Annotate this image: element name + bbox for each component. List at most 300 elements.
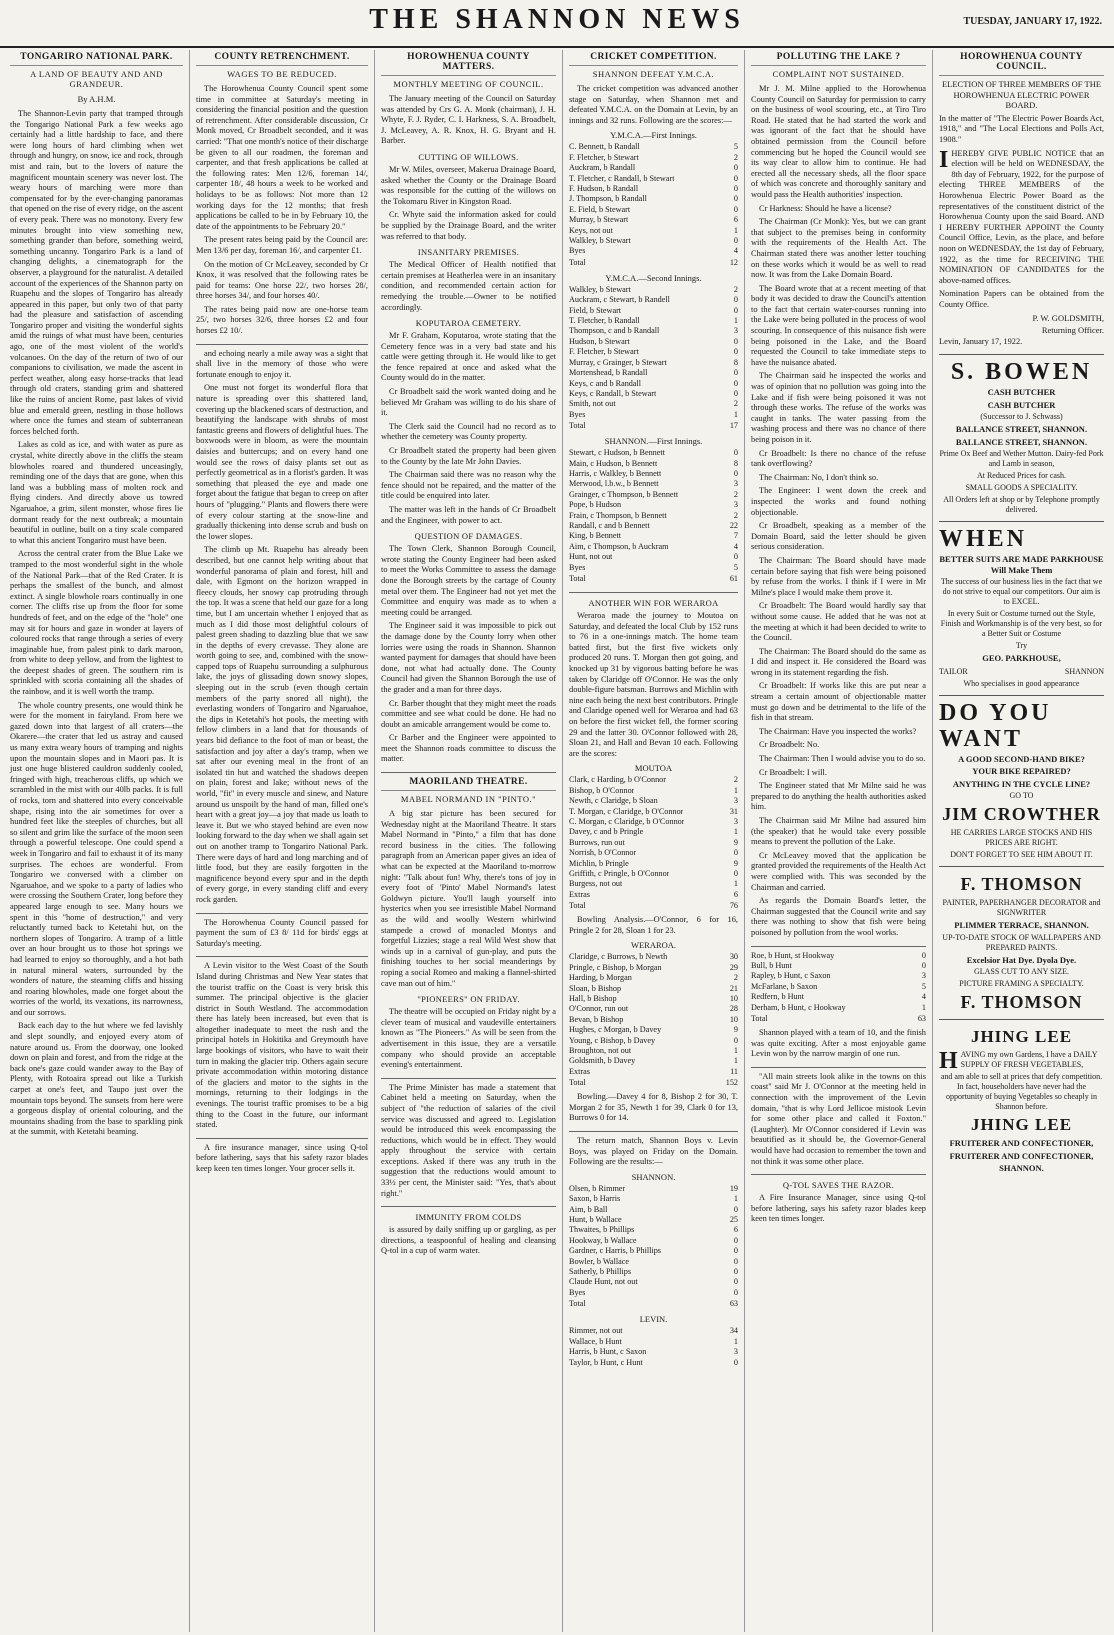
ad-thomson-name-2: F. THOMSON	[960, 992, 1083, 1013]
scorecard	[569, 142, 738, 256]
section-title: IMMUNITY FROM COLDS	[415, 1212, 522, 1223]
issue-date: TUESDAY, JANUARY 17, 1922.	[963, 16, 1102, 27]
runs: 8	[733, 357, 738, 367]
headline-qtol: Q-TOL SAVES THE RAZOR.	[782, 1180, 895, 1191]
ad-parkhouse-when: WHEN	[939, 526, 1028, 553]
score-row	[569, 163, 738, 173]
total-value: 152	[725, 1078, 738, 1088]
batsman: Byes	[569, 246, 586, 256]
score-row	[569, 1194, 738, 1204]
batsman: F. Fletcher, b Stewart	[569, 152, 639, 162]
ad-crowther-stocks: HE CARRIES LARGE STOCKS AND HIS PRICES ARE RIGHT.	[950, 828, 1093, 848]
column-2	[190, 50, 375, 1632]
paragraph: The Chairman: The Board should have made certain before saying that fish were being poisoned by refuse from the works. I think if I were in Mr Milne's place I would make them prove it.	[751, 555, 926, 597]
paragraph: The present rates being paid by the Council are: Men 13/6 per day, foreman 16/, and carpenter £1.	[196, 235, 368, 255]
runs: 25	[729, 1215, 738, 1225]
runs: 0	[733, 868, 738, 878]
paragraph: The Engineer said it was impossible to pick out the damage done by the County lorry when other lorries were using the roads in Shannon. Shannon wanted payment for damages that should have been done, not what had actually done. The County Council had given the Shannon Borough the use of the grader and a man for three days.	[381, 621, 556, 694]
signatory: P. W. GOLDSMITH,	[1032, 313, 1104, 324]
runs: 1	[733, 409, 738, 419]
score-row	[569, 316, 738, 326]
paragraph: As regards the Domain Board's letter, the Chairman suggested that the Council write and say there was nothing to show that fish were being poisoned by pollution from the wool works.	[751, 896, 926, 937]
byline: By A.H.M.	[77, 94, 116, 104]
paragraph: The Chairman said there was no reason why the fence should not be repaired, and the matter of the title could be enquired into later.	[381, 470, 556, 501]
batsman: Byes	[569, 409, 586, 419]
column-4	[563, 50, 745, 1632]
batsman: Extras	[569, 889, 590, 899]
batsman: Wallace, b Hunt	[569, 1336, 622, 1346]
score-row	[569, 500, 738, 510]
score-row	[751, 961, 926, 971]
score-row	[569, 1067, 738, 1077]
score-row	[569, 285, 738, 295]
paragraph: The Chairman: The Board should do the same as I did and inspect it. He considered the Board was wrong in its statement regarding the fish.	[751, 646, 926, 677]
score-row	[569, 890, 738, 900]
score-row	[569, 984, 738, 994]
score-row	[569, 358, 738, 368]
runs: 5	[733, 562, 738, 572]
batsman: Field, b Stewart	[569, 305, 622, 315]
total-label: Total	[569, 574, 586, 583]
scorecard-total	[569, 1298, 738, 1310]
batsman: Burrows, run out	[569, 837, 625, 847]
score-row	[569, 389, 738, 399]
total-label: Total	[569, 901, 586, 911]
batsman: Hunt, b Wallace	[569, 1215, 622, 1225]
paragraph: The Medical Officer of Health notified that certain premises at Heatherlea were in an insanitary condition, and recommended certain action for remedying the trouble.—Owner to be notified accordingly.	[381, 260, 556, 312]
innings-title: SHANNON.	[631, 1171, 676, 1182]
ad-thomson	[939, 866, 1104, 1013]
paragraph: The Chairman said he inspected the works and was of opinion that no pollution was going into the Lake and if fish were being poisoned it was not through these works. The refuse of the works was caught in tanks. The water passing from the washing process and there was no chance of there being poison in it.	[751, 371, 926, 444]
score-row	[569, 807, 738, 817]
batsman: Bevan, b Bishop	[569, 1014, 624, 1024]
ad-parkhouse-every: In every Suit or Costume turned out the Style, Finish and Workmanship is of the very best, so for a Better Suit or Costume	[940, 609, 1103, 639]
score-row	[569, 879, 738, 889]
subhead-theatre: MABEL NORMAND IN "PINTO."	[400, 794, 537, 805]
batsman: Keys, c and b Randall	[569, 378, 642, 388]
ad-bowen-prices: At Reduced Prices for cash.	[976, 471, 1067, 481]
score-row	[569, 859, 738, 869]
article-retrenchment	[196, 84, 368, 1175]
drop-cap: H	[939, 1048, 958, 1075]
batsman: Harris, b Hunt, c Saxon	[569, 1347, 647, 1357]
runs: 1	[733, 1056, 738, 1066]
batsman: T. Fletcher, c Randall, b Stewart	[569, 173, 675, 183]
score-row	[569, 848, 738, 858]
headline-cricket: CRICKET COMPETITION.	[569, 52, 738, 66]
paragraph: and echoing nearly a mile away was a sight that shall live in the memory of those who were fortunate enough to enjoy it.	[196, 348, 368, 379]
subhead-retrenchment: WAGES TO BE REDUCED.	[227, 69, 337, 79]
batsman: Smith, not out	[569, 399, 616, 409]
runs: 21	[729, 983, 738, 993]
paragraph: Cr Broadbelt: If works like this are put near a stream a certain amount of objectionable matter must go down and be detrimental to the life of the fish in that stream.	[751, 681, 926, 723]
divider	[569, 1131, 738, 1132]
paragraph: Cr Broadbelt stated the property had been given to the County by the late Mr John Davies.	[381, 446, 556, 466]
runs: 0	[733, 1035, 738, 1045]
score-row	[569, 1036, 738, 1046]
runs: 31	[729, 806, 738, 816]
ad-crowther-anything: ANYTHING IN THE CYCLE LINE?	[952, 778, 1091, 789]
paragraph: A fire insurance manager, since using Q-tol before lathering, says that his safety razor blades keep keen ten times longer. Your grocer sells it.	[196, 1142, 368, 1173]
runs: 0	[733, 1246, 738, 1256]
runs: 6	[733, 1225, 738, 1235]
score-row	[569, 194, 738, 204]
column-3	[375, 50, 563, 1632]
scorecard	[569, 285, 738, 420]
runs: 1	[733, 1336, 738, 1346]
paragraph: Cr Broadbelt said the work wanted doing and he believed Mr Graham was willing to do his share of it.	[381, 387, 556, 418]
batsman: Extras	[569, 1066, 590, 1076]
section-title: KOPUTAROA CEMETERY.	[415, 318, 522, 329]
ad-crowther-forget: DON'T FORGET TO SEE HIM ABOUT IT.	[950, 850, 1093, 860]
score-row	[751, 951, 926, 961]
score-row	[569, 205, 738, 215]
batsman: King, b Bennett	[569, 531, 622, 541]
paragraph: The cricket competition was advanced another stage on Saturday, when Shannon met and defeated Y.M.C.A. on the Domain at Levin, by an innings and 32 runs. Following are the scores:—	[569, 84, 738, 125]
runs: 2	[733, 284, 738, 294]
runs: 1	[733, 316, 738, 326]
score-row	[569, 1184, 738, 1194]
ad-bowen-meat: Prime Ox Beef and Wether Mutton. Dairy-fed Pork and Lamb in season,	[939, 449, 1104, 469]
runs: 0	[733, 295, 738, 305]
batsman: Bull, b Hunt	[751, 960, 792, 970]
innings-title: WERAROA.	[630, 940, 677, 951]
runs: 11	[730, 1066, 738, 1076]
runs: 3	[733, 326, 738, 336]
total-value: 76	[729, 901, 738, 911]
scorecard-total	[751, 1013, 926, 1025]
batsman: Young, c Bishop, b Davey	[569, 1035, 656, 1045]
ad-thomson-stock: UP-TO-DATE STOCK OF WALLPAPERS AND PREPARED PAINTS.	[942, 932, 1101, 952]
score-row	[569, 552, 738, 562]
paragraph: On the motion of Cr McLeavey, seconded by Cr Knox, it was resolved that the following rates be paid for teams: One horse 22/, two horses 28/, three horses 34/, and four horses 40/.	[196, 259, 368, 301]
batsman: Stewart, c Hudson, b Bennett	[569, 448, 665, 458]
score-row	[569, 448, 738, 458]
article-polluting	[751, 84, 926, 939]
ad-parkhouse-better: BETTER SUITS ARE MADE PARKHOUSE Will Make Them	[939, 554, 1104, 575]
batsman: Keys, c Randall, b Stewart	[569, 388, 657, 398]
score-row	[569, 531, 738, 541]
batsman: Derham, b Hunt, c Hookway	[751, 1002, 846, 1012]
ad-parkhouse-try: Try	[1015, 641, 1028, 651]
scorecard-total	[569, 573, 738, 585]
batsman: Auckram, b Randall	[569, 163, 636, 173]
score-row	[569, 306, 738, 316]
runs: 0	[921, 960, 926, 970]
paragraph: The Prime Minister has made a statement that Cabinet held a meeting on Saturday, when the subject of "the reduction of salaries of the civil service was discussed and agreed to. Legislation would be introduced this week encompassing the reductions, which would be in effect. They would apply throughout the service with certain exceptions. Asked if there was any truth in the suggestion that the reductions would amount to 33½ per cent, the Minister said: "Yes, that's about right."	[381, 1082, 556, 1198]
ad-crowther-goto: GO TO	[1009, 791, 1034, 801]
paragraph: The Chairman: No, I don't think so.	[759, 472, 879, 482]
runs: 2	[733, 489, 738, 499]
runs: 0	[733, 236, 738, 246]
paragraph: The Town Clerk, Shannon Borough Council, wrote stating the County Engineer had been asked to meet the Works Committee to assess the damage done the Borough streets by the cartage of County metal over them. The Engineer had not yet met the Committee and enquiry was made as to when a meeting could be arranged.	[381, 544, 556, 617]
ad-bowen-successor: (Successor to J. Schwass)	[980, 412, 1063, 422]
score-row	[569, 337, 738, 347]
score-row	[569, 479, 738, 489]
divider	[569, 592, 738, 593]
score-row	[751, 1003, 926, 1013]
notice-body: HEREBY GIVE PUBLIC NOTICE that an election will be held on WEDNESDAY, the 8th day of February, 1922, for the purpose of electing THREE MEMBERS of the Horowhenua Electric Power Board as the representatives of the constituent district of the Horowhenua County upon the said Board. AND I HEREBY FURTHER APPOINT the County Council Office, Levin, as the place, and before noon on WEDNESDAY, the 1st day of February, 1922, as the time for RECEIVING THE NOMINATION OF CANDIDATES for the above-named offices.	[939, 148, 1104, 285]
batsman: Harding, b Morgan	[569, 973, 632, 983]
score-row	[569, 236, 738, 246]
runs: 0	[733, 173, 738, 183]
score-row	[569, 226, 738, 236]
score-row	[569, 1004, 738, 1014]
batsman: Main, c Hudson, b Bennett	[569, 458, 658, 468]
runs: 30	[729, 952, 738, 962]
batsman: Aim, b Ball	[569, 1204, 608, 1214]
batsman: Hunt, not out	[569, 552, 613, 562]
runs: 7	[733, 531, 738, 541]
batsman: C. Morgan, c Claridge, b O'Connor	[569, 816, 685, 826]
paragraph: The climb up Mt. Ruapehu has already been described, but one cannot help writing about that wonderful panorama of plain and forest, hill and dale, with Egmont on the horizon wrapped in fleecy clouds, her snowy cap protruding through the top. It was a scene that held our gaze for a long time, but I am uncertain whether I enjoyed that as much as I did those most delightful colours of palest green shading to dazzling blue that we saw in the depths of every crevasse. They alone are worth going to see, and, combined with the snow-capped tops of Ruapehu surrounding a sulphurous lake, the joys of glissading down snowy slopes, sleeping out in the scrub (even though certain members of the party snored all night), the everlasting wonders of Tongariro and Ngaruahoe, the dips in Ketetahi's hot pools, the meeting with fellow climbers in a land that for thousands of years bid defiance to the foot of man or beast, the satisfaction and joy after a day's tramp, when we sat after our evening meal in the front of an isolated tin hut and watched the shadows deepen on plain, forest and lake; without news of the world, "fit" in every muscle and sinew, and Nature around us unspoilt by the hand of man, filled one's heart with a great joy—a joy that made us loath to leave it. But we who stayed behind are even now looking forward to the day when we shall again set out on another tramp to Tongariro National Park. There were days of hard and long marching and of little food, but they are easily forgotten in the magnificence beyond every spur and in the depth of every gorge, in every standing cliff and every rock garden.	[196, 545, 368, 904]
batsman: E. Field, b Stewart	[569, 204, 631, 214]
scorecard-total	[569, 1077, 738, 1089]
score-row	[569, 1015, 738, 1025]
ad-jhing-name-2: JHING LEE	[970, 1115, 1073, 1135]
headline-theatre: MAORILAND THEATRE.	[381, 777, 556, 791]
paragraph: The Board wrote that at a recent meeting of that body it was decided to draw the Council's attention to the fact that certain water-courses running into the Lake were being polluted in the process of wool scouring. In consequence of this nuisance fish were being poisoned in the Lake, and the Board requested the Council to take immediate steps to have the nuisance abated.	[751, 283, 926, 367]
score-row	[569, 952, 738, 962]
headline-tongariro: TONGARIRO NATIONAL PARK.	[10, 52, 183, 66]
batsman: Olsen, b Rimmer	[569, 1183, 626, 1193]
ad-thomson-dyes: Excelsior Hat Dye. Dyola Dye.	[966, 954, 1077, 965]
batsman: Murray, c Grainger, b Stewart	[569, 357, 667, 367]
paragraph: Cr Broadbelt: I will.	[759, 767, 827, 777]
divider	[381, 1206, 556, 1207]
runs: 2	[733, 775, 738, 785]
runs: 8	[733, 458, 738, 468]
batsman: Walkley, b Stewart	[569, 236, 631, 246]
runs: 3	[733, 816, 738, 826]
ad-parkhouse-spec: Who specialises in good appearance	[963, 678, 1080, 688]
paragraph: The Clerk said the Council had no record as to whether the cemetery was County property.	[381, 421, 556, 442]
batsman: Hookway, b Wallace	[569, 1235, 637, 1245]
ad-bowen-goods: SMALL GOODS A SPECIALITY.	[965, 483, 1078, 493]
batsman: F. Hudson, b Randall	[569, 184, 639, 193]
batsman: Byes	[569, 562, 586, 572]
ad-crowther-repair: YOUR BIKE REPAIRED?	[972, 766, 1071, 777]
batsman: Rimmer, not out	[569, 1326, 623, 1336]
batsman: McFarlane, b Saxon	[751, 981, 818, 991]
runs: 0	[733, 1357, 738, 1367]
batsman: Merwood, l.b.w., b Bennett	[569, 479, 659, 489]
runs: 0	[733, 468, 738, 478]
paragraph: The Chairman said Mr Milne had assured him (the speaker) that he would take every possible means to prevent the pollution of the Lake.	[751, 816, 926, 847]
batsman: Claridge, c Burrows, b Newth	[569, 952, 668, 962]
subhead-polluting: COMPLAINT NOT SUSTAINED.	[772, 69, 905, 79]
ad-bowen-address-2: BALLANCE STREET, SHANNON.	[955, 436, 1088, 447]
paragraph: Mr J. M. Milne applied to the Horowhenua County Council on Saturday for permission to carry on the business of wool scouring, etc., at Tiro Tiro Road. He stated that he had started the work and was ignorant of the fact that he should have obtained permission from the Council before commencing but he hoped the Council would see its way clear to allow him to continue. He had erected all the necessary sheds, all the floor space of which was concrete and thoroughly sanitary and would pass the Health authorities' inspection.	[751, 84, 926, 199]
paragraph: Bowling Analysis.—O'Connor, 6 for 16, Pringle 2 for 28, Sloan 1 for 23.	[569, 915, 738, 935]
score-row	[569, 973, 738, 983]
runs: 1	[733, 827, 738, 837]
paragraph: The Horowhenua County Council passed for payment the sum of £3 8/ 11d for birds' eggs at Saturday's meeting.	[196, 917, 368, 948]
batsman: Rapley, b Hunt, c Saxon	[751, 971, 831, 981]
score-row	[569, 295, 738, 305]
batsman: Newth, c Claridge, b Sloan	[569, 796, 658, 806]
score-row	[569, 174, 738, 184]
batsman: C. Bennett, b Randall	[569, 142, 640, 152]
divider	[751, 946, 926, 947]
batsman: Aim, c Thompson, b Auckram	[569, 541, 669, 551]
score-row	[751, 982, 926, 992]
paragraph: The whole country presents, one would think he were for the moment in fairyland. From here we gazed down into that largest of all craters—the Okarere—the crater that led us astray and caused us many extra weary hours of tramping and nights upon the mountain slopes and in Maori pas. It is just one huge blistered cauldron suddenly cooled, fringed with high, treacherous cliffs, up which we scrambled in the mist with our 40lb packs. It is full of rocks, torn and shattered into every conceivable shape, rising into the air sometimes for over a hundred feet like the steeples of churches, but all so silent and grim like the surface of the moon seen through a powerful telescope. One could spend a week in Tongariro and fail to exhaust it of its many surprises. The echoes are wonderful. From Tongariro we conversed with a climber on Ngaruahoe, and we spoke to a party of ladies who were crossing the Southern Crater, long before they appeared large enough to see. Many hours we spent in this "home of destruction," and very reluctantly turned back to Ketetahi hut, on the northern slopes of Tongariro. A tramp of a little over an hour brought us to those hot springs we had learned to enjoy so thoroughly, and a hot bath in natural mineral waters, surrounded by the wonders of nature, the steaming cliffs and hissing and roaring blowholes, made one forget about the worries of the world, its vexations, its narrowness, and our sorrows.	[10, 700, 183, 1017]
runs: 4	[921, 992, 926, 1002]
scorecard	[569, 952, 738, 1077]
runs: 10	[729, 1014, 738, 1024]
runs: 5	[921, 981, 926, 991]
batsman: Pringle, c Bishop, b Morgan	[569, 962, 662, 972]
batsman: Walkley, b Stewart	[569, 284, 631, 294]
batsman: Broughton, not out	[569, 1046, 632, 1056]
score-row	[569, 963, 738, 973]
batsman: Satherly, b Phillips	[569, 1267, 632, 1277]
runs: 1	[733, 225, 738, 235]
scorecard-total	[569, 900, 738, 912]
paragraph: The Chairman (Cr Monk): Yes, but we can grant that subject to the premises being in conformity with the requirements of the Health Act. The Chairman stated there was another letter touching on these works which it would be as well to read now. It was from the Lake Domain Board.	[751, 217, 926, 280]
score-row	[569, 786, 738, 796]
ad-parkhouse-success: The success of our business lies in the fact that we do not strive to equal our competitors. Our aim is to EXCEL.	[940, 577, 1103, 607]
ad-thomson-trade: PAINTER, PAPERHANGER DECORATOR and SIGNWRITER	[942, 898, 1101, 918]
paragraph: Weraroa made the journey to Moutoa on Saturday, and defeated the local Club by 152 runs to 76 in a one-innings match. The home team batted first, but the first five wickets only produced 20 runs. T. Morgan then got going, and knocked up 31 by vigorous batting before he was taken by Claridge off O'Connor. He was the only double-figure batsman. Burrows and Michlin with nine each being the next best contributors. Pringle and Claridge opened well for Weraroa and had 63 on before the first wicket fell, the former scoring 29 and the latter 30. O'Connor followed with 28, Sloan 21, and Hall and Bevan 10 each. Following are the scores:	[569, 611, 738, 758]
batsman: Murray, b Stewart	[569, 215, 629, 225]
section-title: INSANITARY PREMISES.	[417, 247, 520, 258]
total-value: 61	[729, 574, 738, 583]
paragraph: Cr Broadbelt, speaking as a member of the Domain Board, said the letter should be given serious consideration.	[751, 521, 926, 552]
ad-jhing-fruit-2: FRUITERER AND CONFECTIONER,	[949, 1150, 1094, 1161]
ad-bowen-line2: CASH BUTCHER	[987, 399, 1056, 410]
paragraph: Shannon played with a team of 10, and the finish was quite exciting. After a most enjoyable game Levin won by the narrow margin of one run.	[751, 1027, 926, 1059]
newspaper-title: THE SHANNON NEWS	[369, 4, 745, 35]
runs: 0	[733, 305, 738, 315]
batsman: F. Fletcher, b Stewart	[569, 347, 639, 357]
election-notice	[939, 79, 1104, 348]
runs: 28	[729, 1004, 738, 1014]
score-row	[569, 994, 738, 1004]
paragraph: Mr W. Miles, overseer, Makerua Drainage Board, asked whether the County or the Drainage Board was responsible for the cutting of the willows on the Tokomaru River in Kingston Road.	[381, 164, 556, 206]
paragraph: The return match, Shannon Boys v. Levin Boys, was played on Friday on the Domain. Following are the results:—	[569, 1136, 738, 1167]
score-row	[569, 1046, 738, 1056]
batsman: Gardner, c Harris, b Phillips	[569, 1246, 661, 1256]
score-row	[569, 1326, 738, 1336]
score-row	[569, 326, 738, 336]
scorecard	[751, 951, 926, 1013]
scorecard	[569, 775, 738, 900]
score-row	[569, 142, 738, 152]
score-row	[569, 215, 738, 225]
ad-jhing-lee	[939, 1019, 1104, 1174]
score-row	[569, 1236, 738, 1246]
paragraph: Across the central crater from the Blue Lake we tramped to the most wonderful sight in the whole of the National Park—that of the Red Crater. It is perhaps the smallest of the bunch, and almost extinct. A single blowhole roars continually in one corner. The cliffs rise up from the floor for some hundreds of feet, and on the edge of the "hole" one may sit for hours and gaze in wonder at layers of coloured rocks that range through a series of every imaginable hue, from palest pink to dark maroon, from white to deep yellow, and from the lightest to the deepest shades of green. The southern rim is sprinkled with scoria containing all the shades of the rainbow, and it is well worth the tramp.	[10, 549, 183, 697]
paragraph: The Chairman: Then I would advise you to do so.	[759, 754, 926, 764]
runs: 0	[733, 1287, 738, 1297]
ad-thomson-name: F. THOMSON	[960, 874, 1083, 895]
score-row	[569, 1288, 738, 1298]
ad-jhing-name: JHING LEE	[970, 1027, 1073, 1047]
ad-bowen-line1: CASH BUTCHER	[987, 387, 1056, 398]
column-1	[4, 50, 190, 1632]
batsman: T. Fletcher, b Randall	[569, 316, 640, 326]
column-6	[933, 50, 1110, 1632]
score-row	[569, 838, 738, 848]
score-row	[569, 153, 738, 163]
article-boys-match	[569, 1136, 738, 1168]
score-row	[569, 379, 738, 389]
runs: 1	[733, 785, 738, 795]
divider	[196, 913, 368, 914]
paragraph: One must not forget its wonderful flora that nature is spreading over this shattered land, covering up the blackened scars of destruction, and beautifying the landscape with shrubs of most fantastic greens and flowers of delightful hues. The boxwoods were in bloom, as were the mountain daisies and buttercups; and on every hand one would see the rows of daisy plants set out as perfectly geometrical as in a florist's garden. It was something that pleased the eye and made one forget about the fatigue that began to creep on after hours of "plugging." Plants and flowers there were of every colour starting at the snow-line and gradually thickening into dense scrub and bush on the lower slopes.	[196, 383, 368, 541]
ad-bowen	[939, 354, 1104, 515]
paragraph: The Chairman: Have you inspected the works?	[759, 726, 917, 736]
ad-bowen-name: S. BOWEN	[950, 359, 1093, 386]
nomination-note: Nomination Papers can be obtained from the County Office.	[939, 289, 1104, 309]
runs: 9	[733, 837, 738, 847]
paragraph: Cr. Whyte said the information asked for could be supplied by the Drainage Board, and the writer was referred to that body.	[381, 210, 556, 241]
subhead-tongariro: A LAND OF BEAUTY AND AND GRANDEUR.	[30, 69, 163, 89]
paragraph: The Horowhenua County Council spent some time in committee at Saturday's meeting in considering the financial position and the question of retrenchment. After considerable discussion, Cr Monk moved, Cr Broadbelt seconded, and it was carried: "That one month's notice of their discharge be given to all our roadmen, the foreman and carpenter, and that fresh applications be called at the following rates: Men 12/6, foreman 14/, carpenter 18/, 48 hours a week to be worked and holidays to be as follows: Not more than 12 working days for the 12 months; that fresh applications be called to be in by February 10, the date of the appointments to be February 20."	[196, 84, 368, 231]
ad-crowther-name: JIM CROWTHER	[942, 804, 1101, 825]
batsman: Byes	[569, 1287, 586, 1297]
paragraph: Cr Harkness: Should he have a license?	[759, 203, 892, 213]
paragraph: Cr Barber and the Engineer were appointed to meet the Shannon roads committee to discuss the matter.	[381, 733, 556, 764]
article-county-matters	[381, 94, 556, 1257]
batsman: Davey, c and b Pringle	[569, 827, 644, 837]
runs: 3	[921, 971, 926, 981]
column-5	[745, 50, 933, 1632]
innings-title: LEVIN.	[639, 1314, 668, 1325]
runs: 0	[733, 1235, 738, 1245]
paragraph: Mr F. Graham, Koputaroa, wrote stating that the Cemetery fence was in a very bad state and his cattle were getting through it. He would like to get the fence repaired at once and asked what the County would do in the matter.	[381, 331, 556, 383]
paragraph: The January meeting of the Council on Saturday was attended by Crs G. A. Monk (chairman), J. H. Whyte, F. J. Ryder, C. I. Harkness, S. A. Broadbelt, J. McLeavey, A. R. Knox, H. G. Bryant and H. Barber.	[381, 94, 556, 146]
score-row	[569, 1225, 738, 1235]
runs: 5	[733, 142, 738, 152]
divider	[381, 772, 556, 773]
batsman: Auckram, c Stewart, b Randell	[569, 295, 670, 305]
ad-crowther-bike: A GOOD SECOND-HAND BIKE?	[958, 753, 1085, 764]
score-row	[569, 542, 738, 552]
batsman: Keys, not out	[569, 225, 613, 235]
runs: 4	[733, 246, 738, 256]
scorecard	[569, 448, 738, 573]
ad-thomson-address: PLIMMER TERRACE, SHANNON.	[954, 920, 1089, 931]
runs: 0	[733, 1204, 738, 1214]
score-row	[569, 1257, 738, 1267]
paragraph: A Fire Insurance Manager, since using Q-tol before lathering, says his safety razor blades keep keen ten times longer.	[751, 1193, 926, 1224]
ad-bowen-orders: All Orders left at shop or by Telephone promptly delivered.	[943, 495, 1100, 515]
total-label: Total	[569, 421, 586, 431]
score-row	[569, 869, 738, 879]
total-value: 63	[917, 1013, 926, 1023]
runs: 0	[733, 194, 738, 204]
ad-parkhouse	[939, 521, 1104, 689]
article-tongariro	[10, 109, 183, 1138]
score-row	[569, 184, 738, 194]
batsman: Michlin, b Pringle	[569, 858, 629, 868]
score-row	[569, 796, 738, 806]
total-value: 12	[729, 257, 738, 267]
paragraph: Cr Broadbelt: No.	[759, 740, 820, 750]
divider	[751, 1174, 926, 1175]
runs: 1	[733, 1194, 738, 1204]
score-row	[569, 1267, 738, 1277]
batsman: Harris, c Walkley, b Bennett	[569, 468, 662, 478]
runs: 1	[921, 1002, 926, 1012]
headline-retrenchment: COUNTY RETRENCHMENT.	[196, 52, 368, 66]
paragraph: Cr. Barber thought that they might meet the roads committee and see what could be done. He had no doubt an amicable arrangement would be come to.	[381, 698, 556, 729]
paragraph: The Engineer: I went down the creek and inspected the works and found nothing objectionable.	[751, 486, 926, 517]
scorecard	[569, 1184, 738, 1298]
